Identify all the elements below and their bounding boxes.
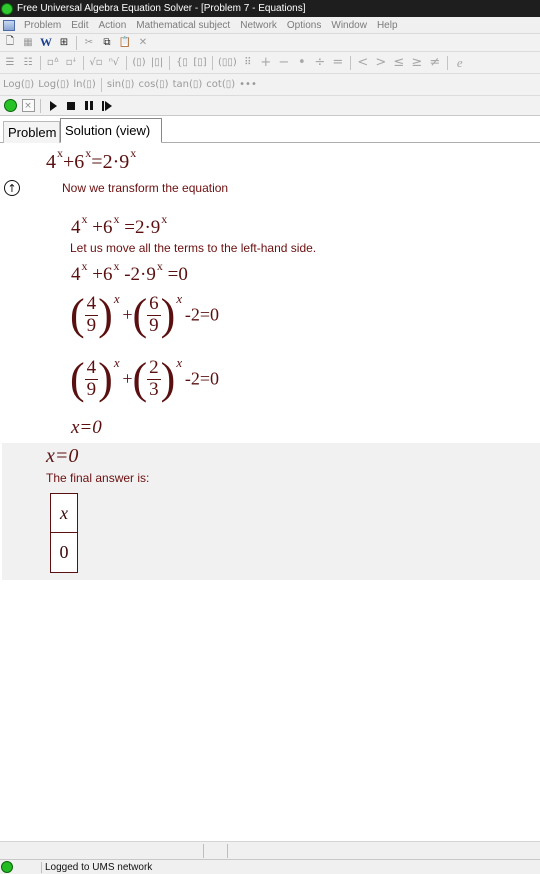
eq-term-c: 2·9 <box>130 264 156 285</box>
right-paren: ) <box>98 354 113 403</box>
step-equation: $4^x +6^x =2\cdot 9^x$ <box>71 212 168 238</box>
answer-table <box>50 493 78 573</box>
cos-icon[interactable]: cos (▯) <box>138 79 169 90</box>
eq-exp-a: x <box>81 259 88 273</box>
right-paren: ) <box>160 290 176 339</box>
tab-bar <box>0 117 540 143</box>
run-button[interactable] <box>46 98 60 114</box>
eq-term-b: 6 <box>102 264 113 285</box>
function-toolbar <box>0 74 540 96</box>
scroll-segment <box>204 844 228 858</box>
window-title: Free Universal Algebra Equation Solver - [Problem 7 - Equations] <box>17 3 306 14</box>
print-preview-icon[interactable]: ⊞ <box>59 37 69 48</box>
table-icon[interactable]: ▦ <box>23 37 33 48</box>
fraction <box>85 294 99 337</box>
eq-exp-c: x <box>156 259 163 273</box>
fraction <box>147 294 161 337</box>
numerator: 6 <box>149 292 159 314</box>
sqrt-icon[interactable]: √▫ <box>89 57 103 68</box>
collapse-up-icon[interactable]: ↑ <box>4 180 20 196</box>
plus-icon[interactable]: + <box>260 55 272 70</box>
menu-options[interactable]: Options <box>286 19 322 31</box>
exponent: x <box>113 291 120 306</box>
numerator: 4 <box>86 356 97 378</box>
answer-table-value: 0 <box>59 542 69 562</box>
denominator: 9 <box>86 378 97 400</box>
denominator: 9 <box>86 314 97 336</box>
left-paren: ( <box>70 354 85 403</box>
minus-icon[interactable]: − <box>278 55 290 70</box>
equation-tail: -2=0 <box>184 304 219 325</box>
run-toolbar <box>0 96 540 116</box>
eq-exp-a: x <box>81 212 88 226</box>
brackets-icon[interactable]: [▯] <box>193 57 207 68</box>
file-toolbar <box>0 34 540 52</box>
less-equal-icon[interactable]: ≤ <box>393 55 405 70</box>
less-than-icon[interactable]: < <box>357 55 369 70</box>
close-problem-icon[interactable] <box>21 98 35 114</box>
left-paren: ( <box>70 290 85 339</box>
step-root: x=0 <box>71 417 102 438</box>
not-equal-icon[interactable]: ≠ <box>429 55 441 70</box>
toolbar-separator <box>76 36 77 50</box>
exponent: x <box>176 291 183 306</box>
step-left-side: $4^x +6^x$ $-2\cdot 9^x =0$ <box>71 259 188 285</box>
play-icon <box>50 101 57 111</box>
eq-term-a: 4 <box>71 264 81 285</box>
eq-exp-b: x <box>85 146 92 160</box>
ln-icon[interactable]: ln (▯) <box>73 79 96 90</box>
plus-sign: + <box>122 368 133 389</box>
greater-equal-icon[interactable]: ≥ <box>411 55 423 70</box>
scroll-segment <box>0 844 204 858</box>
menu-edit[interactable]: Edit <box>71 19 89 31</box>
step-button[interactable] <box>100 98 114 114</box>
numerator: 2 <box>149 356 159 378</box>
exponent: x <box>176 355 183 370</box>
step-forward-icon <box>102 101 112 111</box>
eq-term-a: 4 <box>71 217 81 238</box>
stop-button[interactable] <box>64 98 78 114</box>
clear-icon[interactable]: ✕ <box>138 37 148 48</box>
toolbar-separator <box>83 56 84 70</box>
solution-view <box>0 143 540 841</box>
window-menu-icon[interactable] <box>3 20 15 31</box>
matrix-icon[interactable]: ⠿ <box>244 57 252 68</box>
network-status-icon <box>1 861 13 873</box>
cot-icon[interactable]: cot (▯) <box>206 79 236 90</box>
copy-icon[interactable]: ⧉ <box>103 37 111 48</box>
answer-table-header: x <box>51 494 77 533</box>
exponent: x <box>113 355 120 370</box>
sin-icon[interactable]: sin (▯) <box>106 79 135 90</box>
right-paren: ) <box>160 354 176 403</box>
eq-term-c: 2·9 <box>134 217 161 238</box>
toolbar-separator <box>350 56 351 70</box>
eq-term-b: 6 <box>102 217 113 238</box>
horizontal-scrollbar[interactable] <box>0 841 540 859</box>
equals-icon[interactable]: = <box>332 55 344 70</box>
app-icon <box>1 3 13 15</box>
equation-tail: -2=0 <box>184 368 219 389</box>
menu-network[interactable]: Network <box>240 19 277 31</box>
row-delete-icon[interactable]: ☷ <box>23 57 33 68</box>
denominator: 3 <box>149 378 159 400</box>
operator-toolbar <box>0 52 540 74</box>
left-paren: ( <box>132 354 148 403</box>
log-base-icon[interactable]: Log (▯) <box>3 79 35 90</box>
fraction <box>85 358 99 401</box>
eq-exp-a: x <box>57 146 63 160</box>
menu-problem[interactable]: Problem <box>24 19 62 31</box>
abs-icon[interactable]: |▯| <box>150 57 164 68</box>
nth-root-icon[interactable]: ⁿ√ <box>108 57 120 68</box>
x-box-icon: × <box>22 99 35 112</box>
eq-exp-c: x <box>161 212 168 226</box>
paste-icon[interactable]: 📋 <box>118 37 132 48</box>
multiply-icon[interactable]: • <box>297 55 306 70</box>
row-insert-icon[interactable]: ☰ <box>5 57 15 68</box>
cos-label: cos <box>138 79 156 90</box>
ln-label: ln <box>73 79 83 90</box>
eq-exp-b: x <box>113 212 120 226</box>
toolbar-separator <box>126 56 127 70</box>
fraction <box>147 358 161 401</box>
connect-icon[interactable] <box>3 98 17 114</box>
tan-icon[interactable]: tan (▯) <box>172 79 203 90</box>
title-bar <box>0 0 540 17</box>
toolbar-separator <box>169 56 170 70</box>
tan-label: tan <box>172 79 189 90</box>
right-paren: ) <box>98 290 113 339</box>
tab-solution-view[interactable]: Solution (view) <box>60 118 162 143</box>
log-sub-icon[interactable]: Log (▯) <box>38 79 70 90</box>
toolbar-separator <box>101 78 102 92</box>
subscript-icon[interactable]: ▫ꜜ <box>65 57 77 68</box>
status-bar <box>0 859 540 874</box>
divide-icon[interactable]: ÷ <box>314 55 326 70</box>
menu-bar <box>0 17 540 34</box>
eq-term-a: 4 <box>46 151 56 173</box>
left-paren: ( <box>132 290 148 339</box>
sin-label: sin <box>106 79 122 90</box>
log-base-label: Log <box>3 79 21 90</box>
problem-equation: $4^x+6^x=2\cdot 9^x$ <box>46 146 137 173</box>
final-answer-label: The final answer is: <box>46 471 150 485</box>
toolbar-separator <box>40 99 41 113</box>
toolbar-separator <box>212 56 213 70</box>
final-answer-section <box>2 443 540 580</box>
eq-exp-c: x <box>130 146 137 160</box>
status-text: Logged to UMS network <box>41 862 241 873</box>
toolbar-separator <box>40 56 41 70</box>
final-equation: x=0 <box>46 445 79 467</box>
connection-status-icon <box>4 99 17 112</box>
tab-problem[interactable]: Problem <box>3 121 60 143</box>
step-move-terms: Let us move all the terms to the left-hand side. <box>70 241 317 255</box>
parentheses-icon[interactable]: (▯) <box>132 57 146 68</box>
greater-than-icon[interactable]: > <box>375 55 387 70</box>
cut-icon[interactable]: ✂ <box>84 37 94 48</box>
word-export-icon[interactable]: W <box>40 35 52 49</box>
toolbar-separator <box>447 56 448 70</box>
menu-mathematical-subject[interactable]: Mathematical subject <box>136 19 231 31</box>
eq-term-c: 2·9 <box>102 151 130 173</box>
eq-exp-b: x <box>113 259 120 273</box>
superscript-icon[interactable]: ▫ᐞ <box>46 57 60 68</box>
menu-action[interactable]: Action <box>98 19 127 31</box>
pause-button[interactable] <box>82 98 96 114</box>
step-fraction-1 <box>70 290 219 339</box>
plus-sign: + <box>122 304 133 325</box>
step-fraction-2 <box>70 354 219 403</box>
log-sub-label: Log <box>38 79 57 90</box>
numerator: 4 <box>86 292 97 314</box>
vector-icon[interactable]: (▯▯) <box>218 57 237 68</box>
cot-label: cot <box>206 79 222 90</box>
stop-icon <box>67 102 75 110</box>
step-intro: Now we transform the equation <box>62 181 229 195</box>
menu-window[interactable]: Window <box>331 19 367 31</box>
eq-term-b: 6 <box>74 151 85 173</box>
menu-help[interactable]: Help <box>376 19 398 31</box>
denominator: 9 <box>149 314 159 336</box>
new-document-icon[interactable]: 🗋 <box>5 36 15 47</box>
euler-e-icon[interactable]: e <box>456 54 463 70</box>
more-functions-icon[interactable]: ••• <box>239 79 257 90</box>
pause-icon <box>85 101 93 110</box>
braces-icon[interactable]: {▯ <box>176 57 188 68</box>
